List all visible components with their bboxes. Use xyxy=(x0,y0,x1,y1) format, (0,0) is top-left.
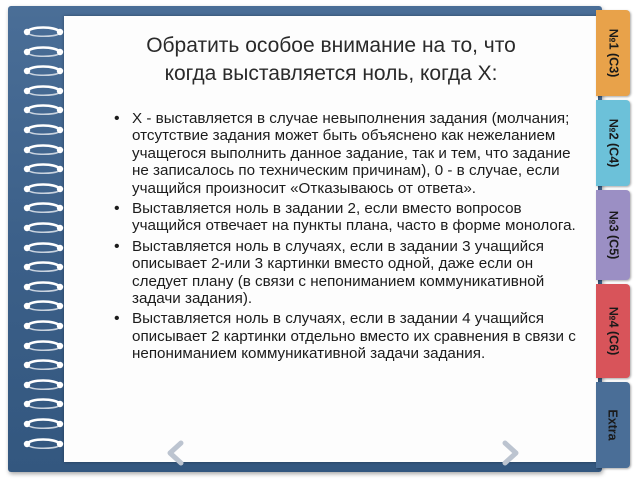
page-title xyxy=(64,32,598,88)
spiral-ring xyxy=(20,242,68,254)
tab-extra[interactable] xyxy=(596,382,630,468)
tab-label: №4 (С6) xyxy=(606,306,621,356)
notebook-page xyxy=(64,16,598,462)
spiral-ring xyxy=(20,202,68,214)
bullet-item: • Выставляется ноль в задании 2, если вместо вопросов учащийся отвечает на пункты плана, часто в форме монолога. xyxy=(114,200,584,235)
spiral-ring xyxy=(20,281,68,293)
spiral-ring xyxy=(20,320,68,332)
spiral-ring xyxy=(20,183,68,195)
tab-2-c4[interactable] xyxy=(596,100,630,186)
spiral-ring xyxy=(20,26,68,38)
spiral-ring xyxy=(20,359,68,371)
prev-slide-button[interactable] xyxy=(164,440,190,466)
tab-3-c5[interactable] xyxy=(596,190,630,280)
spiral-ring xyxy=(20,438,68,450)
spiral-ring xyxy=(20,124,68,136)
spiral-ring xyxy=(20,379,68,391)
bullet-list xyxy=(114,110,584,366)
spiral-ring xyxy=(20,104,68,116)
bullet-item: • Выставляется ноль в случаях, если в задании 3 учащийся описывает 2-или 3 картинки вместо одной, даже если он следует плану (в связи с непониманием коммуникативной задачи задания). xyxy=(114,238,584,308)
next-slide-button[interactable] xyxy=(496,440,522,466)
tab-4-c6[interactable] xyxy=(596,284,630,378)
spiral-ring xyxy=(20,418,68,430)
title-line: когда выставляется ноль, когда Х: xyxy=(164,62,498,85)
tab-1-c3[interactable] xyxy=(596,10,630,96)
spiral-ring xyxy=(20,398,68,410)
tab-label: Extra xyxy=(606,409,620,441)
bullet-item: • Х - выставляется в случае невыполнения задания (молчания; отсутствие задания может быть объяснено как нежеланием учащегося выполнить данное задание, так и тем, что задание не записалось по техническим причинам), 0 - в случае, если учащийся произносит «Отказываюсь от ответа». xyxy=(114,110,584,197)
chevron-left-icon xyxy=(164,440,190,466)
bullet-item: • Выставляется ноль в случаях, если в задании 4 учащийся описывает 2 картинки отдельно вместо их сравнения в связи с непониманием коммуникативной задачи задания. xyxy=(114,310,584,362)
tab-label: №1 (С3) xyxy=(606,28,621,78)
spiral-ring xyxy=(20,85,68,97)
tab-label: №2 (С4) xyxy=(606,118,621,168)
spiral-ring xyxy=(20,163,68,175)
spiral-ring xyxy=(20,144,68,156)
spiral-ring xyxy=(20,46,68,58)
spiral-ring xyxy=(20,300,68,312)
spiral-ring xyxy=(20,222,68,234)
spiral-ring xyxy=(20,65,68,77)
spiral-ring xyxy=(20,340,68,352)
spiral-ring xyxy=(20,261,68,273)
notebook-cover xyxy=(8,6,602,472)
tab-label: №3 (С5) xyxy=(606,210,621,260)
chevron-right-icon xyxy=(496,440,522,466)
title-line: Обратить особое внимание на то, что xyxy=(146,34,516,57)
